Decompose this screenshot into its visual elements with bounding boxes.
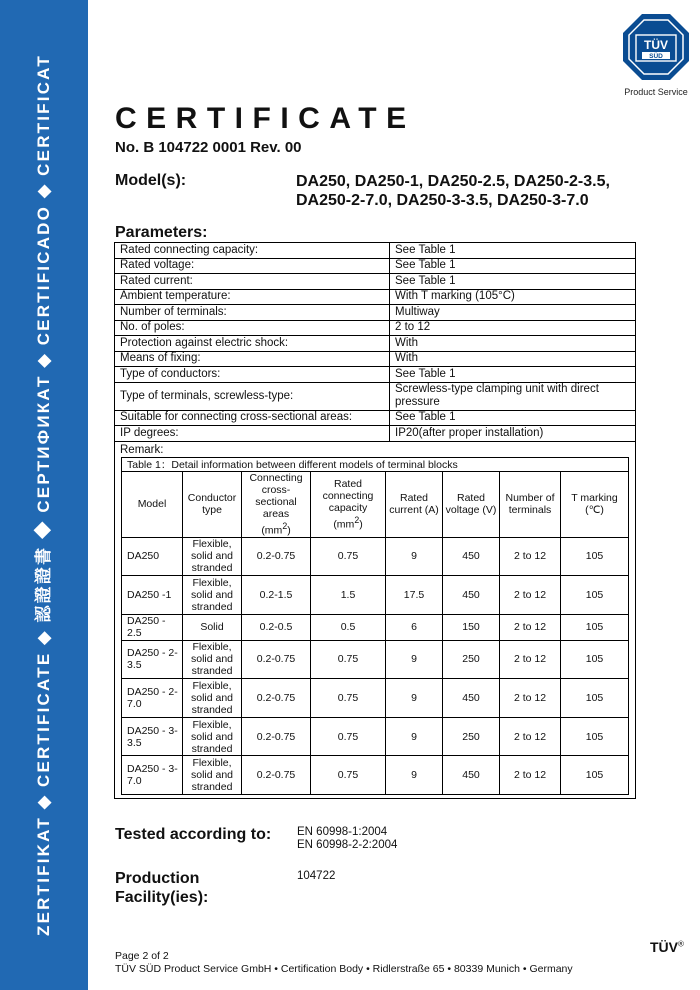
cell-model: DA250 - 2-3.5 [122,640,183,679]
cell-tmark: 105 [561,679,629,718]
cell-terminals: 2 to 12 [500,756,561,795]
models-value [296,172,610,210]
parameter-key: IP degrees: [115,426,390,442]
cell-tmark: 105 [561,717,629,756]
table-1-caption-row [122,458,629,472]
cell-capacity: 0.75 [311,717,386,756]
sidebar-text: ZERTIFIKAT ◆ CERTIFICATE ◆ 認證證書 ◆ СЕРТИФИКАТ ◆ CERTIFICADO ◆ CERTIFICAT [34,54,53,936]
certificate-number: No. B 104722 0001 Rev. 00 [115,139,302,156]
header-capacity-unit [313,514,383,531]
cell-areas: 0.2-1.5 [242,576,311,615]
tuv-sud-logo-icon [622,13,690,81]
models-line-2: DA250-2-7.0, DA250-3-3.5, DA250-3-7.0 [296,192,589,209]
header-terminals: Number of terminals [500,472,561,538]
parameter-value: See Table 1 [390,367,636,383]
cell-capacity: 0.5 [311,614,386,640]
header-areas-unit [244,520,308,537]
cell-conductor: Flexible, solid and stranded [183,537,242,576]
parameters-table [114,242,636,442]
production-label-line-1: Production [115,870,200,887]
cell-terminals: 2 to 12 [500,537,561,576]
header-areas [242,472,311,538]
unit-base: (mm [261,524,283,537]
cell-current: 6 [386,614,443,640]
cell-capacity: 0.75 [311,640,386,679]
parameter-row [115,367,636,383]
parameter-value: Multiway [390,305,636,321]
parameter-key: Protection against electric shock: [115,336,390,352]
cell-areas: 0.2-0.75 [242,679,311,718]
tested-standards [297,826,397,852]
parameters-label: Parameters: [115,224,208,241]
header-capacity [311,472,386,538]
cell-model: DA250 - 2-7.0 [122,679,183,718]
cell-model: DA250 - 3-7.0 [122,756,183,795]
cell-current: 17.5 [386,576,443,615]
cell-capacity: 0.75 [311,756,386,795]
parameter-value: See Table 1 [390,274,636,290]
cell-conductor: Flexible, solid and stranded [183,640,242,679]
remark-label: Remark: [120,444,164,456]
header-model: Model [122,472,183,538]
parameter-value: See Table 1 [390,258,636,274]
page-title: CERTIFICATE [115,102,416,135]
cell-conductor: Flexible, solid and stranded [183,756,242,795]
cell-model: DA250 - 2.5 [122,614,183,640]
footer-company: TÜV SÜD Product Service GmbH • Certification Body • Ridlerstraße 65 • 80339 Munich • Germany [115,963,573,975]
unit-exp: 2 [354,515,360,525]
cell-capacity: 0.75 [311,537,386,576]
table-row [122,756,629,795]
page-number: Page 2 of 2 [115,950,169,962]
logo-caption: Product Service [624,87,688,97]
cell-capacity: 0.75 [311,679,386,718]
parameter-key: Rated voltage: [115,258,390,274]
parameter-row [115,426,636,442]
parameter-row [115,351,636,367]
parameter-row [115,336,636,352]
table-row [122,717,629,756]
header-tmark: T marking (℃) [561,472,629,538]
parameter-value: With [390,336,636,352]
parameter-row [115,258,636,274]
parameter-key: Ambient temperature: [115,289,390,305]
parameter-key: Suitable for connecting cross-sectional areas: [115,410,390,426]
parameter-key: Type of terminals, screwless-type: [115,382,390,410]
remark-box [114,441,636,799]
footer-logo-text: TÜV [650,939,678,955]
parameter-value: See Table 1 [390,410,636,426]
certificate-sidebar [0,0,88,990]
parameter-value: With T marking (105°C) [390,289,636,305]
parameter-key: Type of conductors: [115,367,390,383]
parameter-row [115,410,636,426]
cell-voltage: 450 [443,679,500,718]
cell-current: 9 [386,640,443,679]
table-1-header-row [122,472,629,538]
parameter-key: Number of terminals: [115,305,390,321]
cell-tmark: 105 [561,640,629,679]
unit-exp: 2 [282,521,288,531]
tested-label: Tested according to: [115,826,272,843]
cell-voltage: 250 [443,640,500,679]
parameter-row [115,289,636,305]
cell-tmark: 105 [561,537,629,576]
parameter-key: Rated current: [115,274,390,290]
cell-terminals: 2 to 12 [500,640,561,679]
parameter-value: 2 to 12 [390,320,636,336]
parameter-row [115,382,636,410]
parameter-row [115,320,636,336]
parameter-key: Rated connecting capacity: [115,243,390,259]
cell-conductor: Solid [183,614,242,640]
parameter-value: Screwless-type clamping unit with direct pressure [390,382,636,410]
cell-conductor: Flexible, solid and stranded [183,717,242,756]
registered-mark: ® [678,939,684,949]
cell-voltage: 450 [443,576,500,615]
table-row [122,614,629,640]
cell-tmark: 105 [561,756,629,795]
production-label-line-2: Facility(ies): [115,889,209,906]
cell-terminals: 2 to 12 [500,614,561,640]
cell-voltage: 250 [443,717,500,756]
cell-voltage: 150 [443,614,500,640]
table-1 [121,457,629,795]
cell-voltage: 450 [443,756,500,795]
cell-current: 9 [386,717,443,756]
parameter-value: See Table 1 [390,243,636,259]
cell-terminals: 2 to 12 [500,679,561,718]
cell-tmark: 105 [561,576,629,615]
table-row [122,679,629,718]
cell-current: 9 [386,756,443,795]
cell-areas: 0.2-0.75 [242,640,311,679]
cell-terminals: 2 to 12 [500,717,561,756]
cell-tmark: 105 [561,614,629,640]
cell-model: DA250 [122,537,183,576]
cell-conductor: Flexible, solid and stranded [183,576,242,615]
cell-model: DA250 - 3-3.5 [122,717,183,756]
unit-close: ) [359,518,363,531]
models-line-1: DA250, DA250-1, DA250-2.5, DA250-2-3.5, [296,173,610,190]
cell-capacity: 1.5 [311,576,386,615]
logo-bottom-text: SÜD [649,53,663,60]
parameter-row [115,274,636,290]
table-row [122,640,629,679]
header-voltage: Rated voltage (V) [443,472,500,538]
parameter-row [115,305,636,321]
header-current: Rated current (A) [386,472,443,538]
cell-conductor: Flexible, solid and stranded [183,679,242,718]
production-label [115,869,208,907]
cell-voltage: 450 [443,537,500,576]
standard-1: EN 60998-1:2004 [297,826,388,838]
cell-model: DA250 -1 [122,576,183,615]
cell-current: 9 [386,537,443,576]
table-row [122,576,629,615]
parameter-key: No. of poles: [115,320,390,336]
cell-current: 9 [386,679,443,718]
cell-terminals: 2 to 12 [500,576,561,615]
table-1-caption: Table 1：Detail information between different models of terminal blocks [122,458,629,472]
footer-tuv-logo [650,939,684,955]
parameter-value: With [390,351,636,367]
unit-close: ) [287,524,291,537]
table-row [122,537,629,576]
cell-areas: 0.2-0.5 [242,614,311,640]
unit-base: (mm [333,518,355,531]
header-conductor: Conductor type [183,472,242,538]
production-value: 104722 [297,870,336,882]
logo-top-text: TÜV [644,38,668,52]
cell-areas: 0.2-0.75 [242,756,311,795]
parameter-row [115,243,636,259]
header-areas-text: Connecting cross-sectional areas [249,472,303,520]
header-capacity-text: Rated connecting capacity [322,478,374,514]
cell-areas: 0.2-0.75 [242,717,311,756]
cell-areas: 0.2-0.75 [242,537,311,576]
standard-2: EN 60998-2-2:2004 [297,839,398,851]
parameter-value: IP20(after proper installation) [390,426,636,442]
parameter-key: Means of fixing: [115,351,390,367]
models-label: Model(s): [115,172,187,189]
